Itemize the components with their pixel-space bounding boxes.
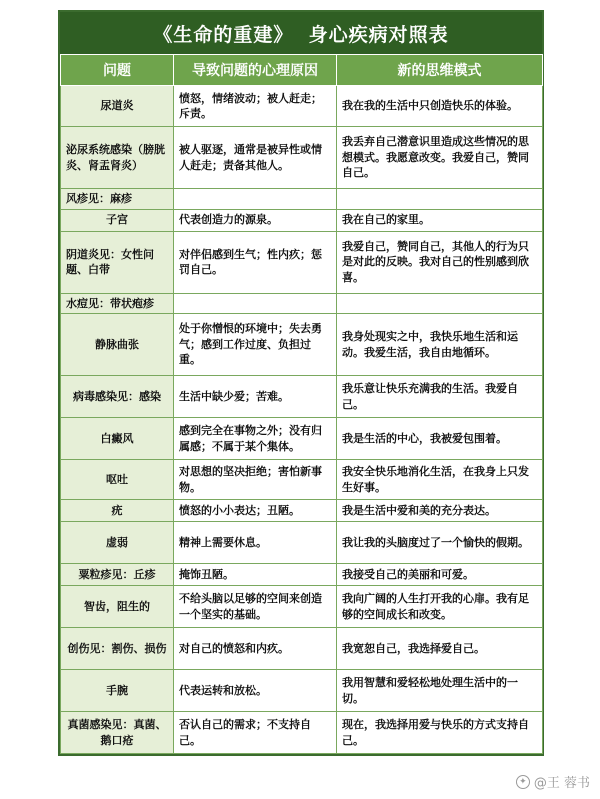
new-pattern-cell: 我在自己的家里。 <box>337 209 543 231</box>
cause-cell: 对自己的愤怒和内疚。 <box>174 628 337 670</box>
new-pattern-cell: 我接受自己的美丽和可爱。 <box>337 564 543 586</box>
table-row <box>61 418 543 460</box>
header-row <box>61 55 543 86</box>
comparison-table-sheet <box>58 10 544 756</box>
new-pattern-cell: 我安全快乐地消化生活，在我身上只发生好事。 <box>337 460 543 500</box>
author-icon: ✦ <box>516 775 530 789</box>
problem-cell: 智齿，阻生的 <box>61 586 174 628</box>
problem-cell: 白癜风 <box>61 418 174 460</box>
table-row <box>61 460 543 500</box>
problem-cell: 尿道炎 <box>61 86 174 127</box>
new-pattern-cell <box>337 189 543 210</box>
cause-cell: 被人驱逐，通常是被异性或情人赶走；责备其他人。 <box>174 127 337 189</box>
table-row <box>61 586 543 628</box>
new-pattern-cell: 我乐意让快乐充满我的生活。我爱自己。 <box>337 376 543 418</box>
problem-cell: 泌尿系统感染（膀胱炎、肾盂肾炎） <box>61 127 174 189</box>
new-pattern-cell: 我宽恕自己，我选择爱自己。 <box>337 628 543 670</box>
cause-cell <box>174 189 337 210</box>
cause-cell <box>174 293 337 314</box>
table-row <box>61 670 543 712</box>
cause-cell: 精神上需要休息。 <box>174 522 337 564</box>
header-new-pattern: 新的思维模式 <box>337 55 543 86</box>
new-pattern-cell: 我丢弃自己潜意识里造成这些情况的思想模式。我愿意改变。我爱自己，赞同自己。 <box>337 127 543 189</box>
problem-cell: 阴道炎见：女性问题、白带 <box>61 231 174 293</box>
problem-cell: 创伤见：割伤、损伤 <box>61 628 174 670</box>
new-pattern-cell: 我让我的头脑度过了一个愉快的假期。 <box>337 522 543 564</box>
new-pattern-cell: 我在我的生活中只创造快乐的体验。 <box>337 86 543 127</box>
new-pattern-cell: 我是生活的中心，我被爱包围着。 <box>337 418 543 460</box>
table-row <box>61 628 543 670</box>
cause-cell: 否认自己的需求；不支持自己。 <box>174 712 337 754</box>
table-row <box>61 314 543 376</box>
problem-cell: 真菌感染见：真菌、鹅口疮 <box>61 712 174 754</box>
cause-cell: 掩饰丑陋。 <box>174 564 337 586</box>
cause-cell: 不给头脑以足够的空间来创造一个坚实的基础。 <box>174 586 337 628</box>
problem-cell: 静脉曲张 <box>61 314 174 376</box>
header-problem: 问题 <box>61 55 174 86</box>
header-cause: 导致问题的心理原因 <box>174 55 337 86</box>
cause-cell: 对伴侣感到生气；性内疚；惩罚自己。 <box>174 231 337 293</box>
table-row <box>61 712 543 754</box>
comparison-table <box>60 54 543 754</box>
problem-cell: 子宫 <box>61 209 174 231</box>
problem-cell: 疣 <box>61 500 174 522</box>
table-row <box>61 127 543 189</box>
cause-cell: 生活中缺少爱；苦难。 <box>174 376 337 418</box>
table-row <box>61 500 543 522</box>
table-row <box>61 293 543 314</box>
table-row <box>61 564 543 586</box>
problem-cell: 病毒感染见：感染 <box>61 376 174 418</box>
table-row <box>61 231 543 293</box>
new-pattern-cell <box>337 293 543 314</box>
table-title: 《生命的重建》 身心疾病对照表 <box>60 12 542 54</box>
problem-cell: 呕吐 <box>61 460 174 500</box>
table-row <box>61 86 543 127</box>
table-row <box>61 522 543 564</box>
watermark <box>516 772 590 791</box>
cause-cell: 对思想的坚决拒绝；害怕新事物。 <box>174 460 337 500</box>
table-row <box>61 209 543 231</box>
new-pattern-cell: 我向广阔的人生打开我的心扉。我有足够的空间成长和改变。 <box>337 586 543 628</box>
problem-cell: 水痘见：带状疱疹 <box>61 293 174 314</box>
new-pattern-cell: 我身处现实之中，我快乐地生活和运动。我爱生活，我自由地循环。 <box>337 314 543 376</box>
new-pattern-cell: 我用智慧和爱轻松地处理生活中的一切。 <box>337 670 543 712</box>
table-row <box>61 376 543 418</box>
cause-cell: 感到完全在事物之外；没有归属感；不属于某个集体。 <box>174 418 337 460</box>
cause-cell: 代表运转和放松。 <box>174 670 337 712</box>
problem-cell: 手腕 <box>61 670 174 712</box>
problem-cell: 粟粒疹见：丘疹 <box>61 564 174 586</box>
new-pattern-cell: 现在，我选择用爱与快乐的方式支持自己。 <box>337 712 543 754</box>
watermark-text: @王 蓉书 <box>533 776 590 791</box>
cause-cell: 代表创造力的源泉。 <box>174 209 337 231</box>
table-row <box>61 189 543 210</box>
cause-cell: 愤怒的小小表达；丑陋。 <box>174 500 337 522</box>
problem-cell: 风疹见：麻疹 <box>61 189 174 210</box>
cause-cell: 愤怒，情绪波动；被人赶走；斥责。 <box>174 86 337 127</box>
cause-cell: 处于你憎恨的环境中；失去勇气；感到工作过度、负担过重。 <box>174 314 337 376</box>
new-pattern-cell: 我爱自己，赞同自己，其他人的行为只是对此的反映。我对自己的性别感到欣喜。 <box>337 231 543 293</box>
problem-cell: 虚弱 <box>61 522 174 564</box>
new-pattern-cell: 我是生活中爱和美的充分表达。 <box>337 500 543 522</box>
